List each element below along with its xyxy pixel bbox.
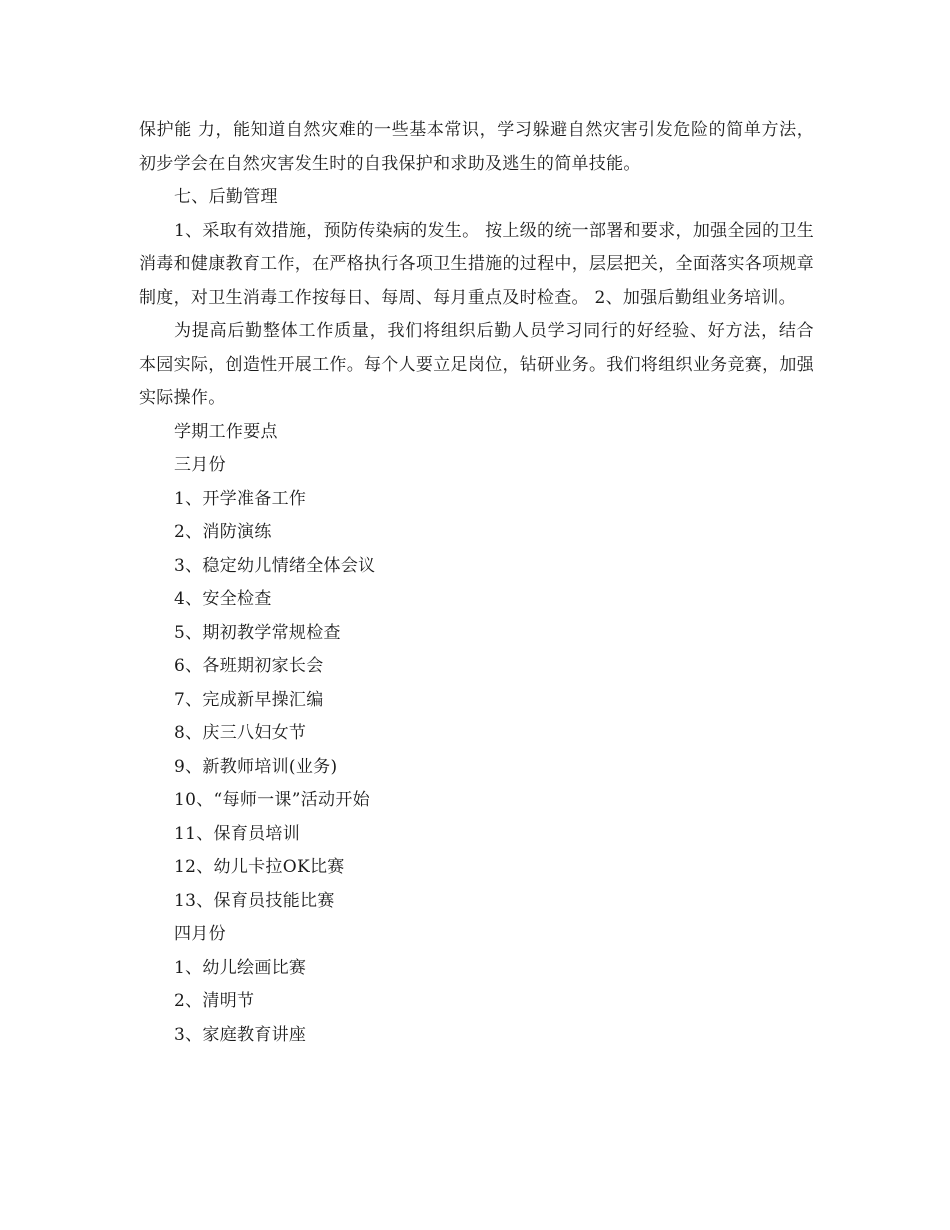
list-item: 10、“每师一课”活动开始 <box>174 790 370 810</box>
paragraph-disaster-safety: 保护能 力，能知道自然灾难的一些基本常识，学习躲避自然灾害引发危险的简单方法，初步学会在自然灾害发生时的自我保护和求助及逃生的简单技能。 <box>139 120 814 174</box>
list-item: 13、保育员技能比赛 <box>174 890 335 911</box>
list-item: 2、清明节 <box>174 991 255 1011</box>
list-item: 5、期初教学常规检查 <box>174 622 341 643</box>
list-item: 9、新教师培训(业务) <box>174 756 338 777</box>
list-item: 2、消防演练 <box>174 522 272 542</box>
section-heading-logistics: 七、后勤管理 <box>174 187 278 207</box>
list-item: 11、保育员培训 <box>174 823 301 844</box>
paragraph-logistics-quality: 为提高后勤整体工作质量，我们将组织后勤人员学习同行的好经验、好方法，结合本园实际，创造性开展工作。每个人要立足岗位，钻研业务。我们将组织业务竞赛，加强实际操作。 <box>139 321 814 408</box>
list-item: 8、庆三八妇女节 <box>174 723 307 743</box>
list-item: 7、完成新早操汇编 <box>174 689 324 710</box>
list-item: 12、幼儿卡拉OK比赛 <box>174 857 345 877</box>
list-item: 1、开学准备工作 <box>174 488 307 509</box>
list-item: 6、各班期初家长会 <box>174 656 324 676</box>
list-item: 4、安全检查 <box>174 589 272 609</box>
schedule-title: 学期工作要点 <box>174 421 278 442</box>
paragraph-disease-prevention: 1、采取有效措施，预防传染病的发生。 按上级的统一部署和要求，加强全园的卫生消毒和健康教育工作，在严格执行各项卫生措施的过程中，层层把关，全面落实各项规章制度，对卫生消毒工作按每日、每周、每月重点及时检查。 2、加强后勤组业务培训。 <box>139 220 814 308</box>
month-label-april: 四月份 <box>174 924 226 944</box>
month-label-march: 三月份 <box>174 455 226 475</box>
list-item: 3、家庭教育讲座 <box>174 1024 307 1045</box>
document-body <box>139 114 814 1052</box>
list-item: 1、幼儿绘画比赛 <box>174 957 307 978</box>
list-item: 3、稳定幼儿情绪全体会议 <box>174 555 376 576</box>
